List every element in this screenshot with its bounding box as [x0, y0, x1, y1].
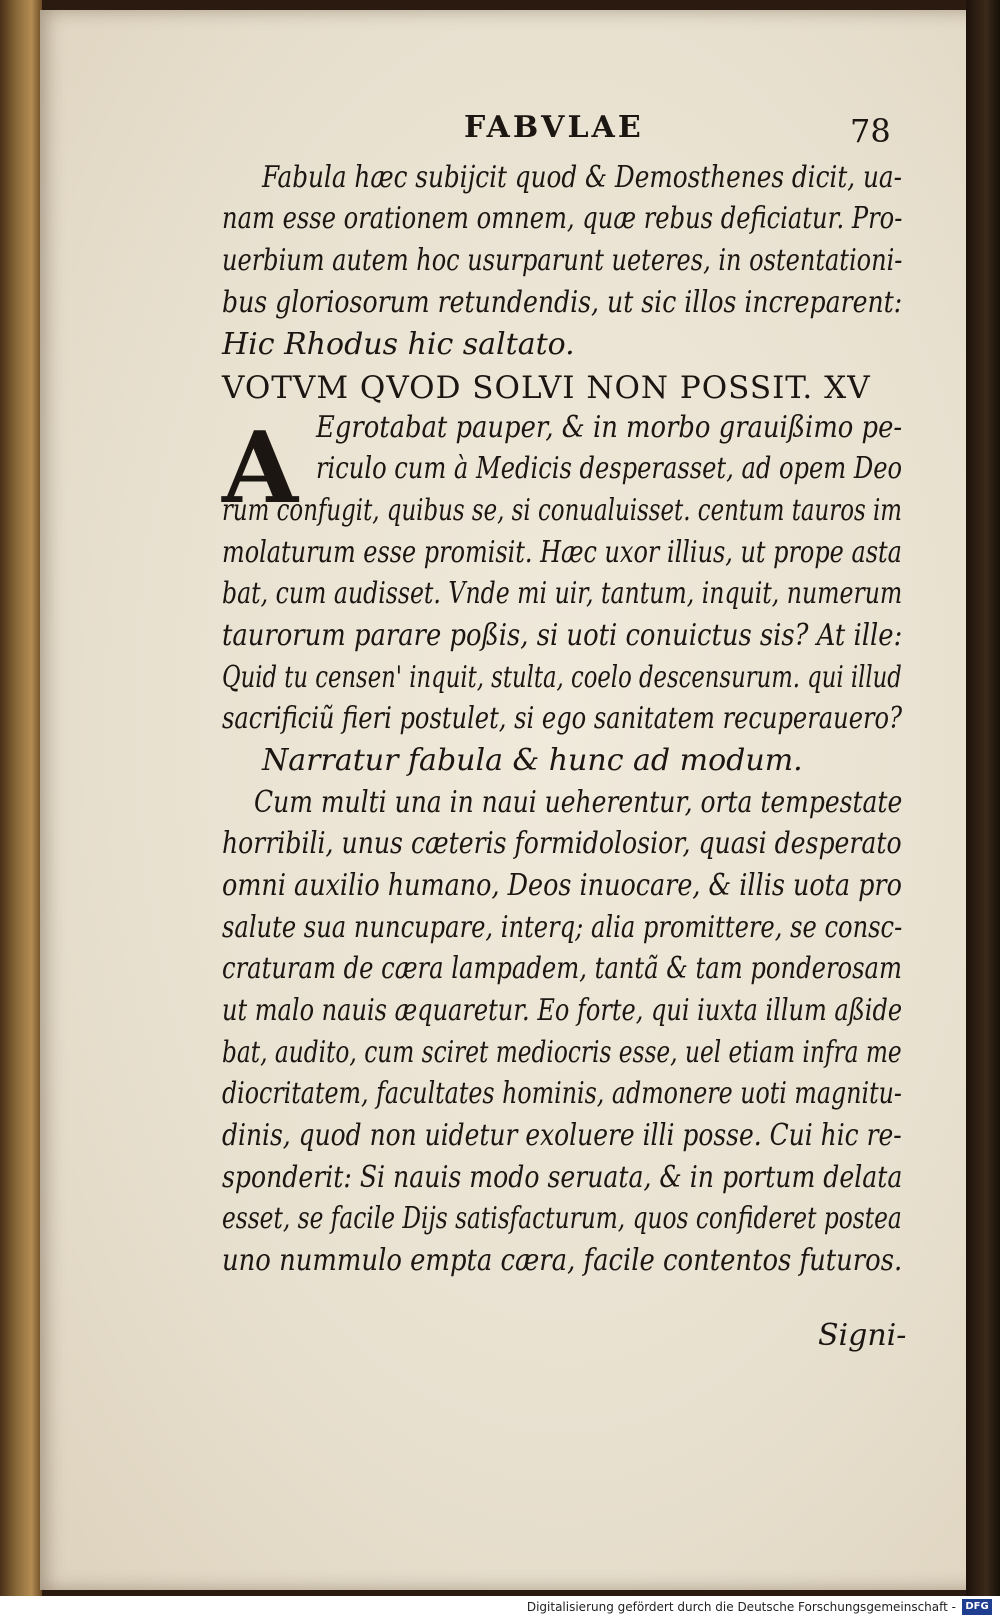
page-edge [966, 0, 1000, 1620]
fable-line: ut malo nauis æquaretur. Eo forte, qui iuxta illum aßide [222, 993, 903, 1028]
fable-line: omni auxilio humano, Deos inuocare, & illis uota pro [222, 868, 902, 903]
fable-line: taurorum parare poßis, si uoti conuictus sis? At ille: [222, 618, 903, 653]
footer-bar [0, 1596, 1000, 1620]
fable-line: rum confugit, quibus se, si conualuisset. centum tauros im [222, 493, 902, 528]
fable-line: uno nummulo empta cæra, facile contentos futuros. [222, 1243, 903, 1278]
fable-line: Egrotabat pauper, & in morbo grauißimo pe- [316, 410, 903, 445]
intro-line: Hic Rhodus hic saltato. [222, 327, 575, 362]
fable-line: bat, cum audisset. Vnde mi uir, tantum, inquit, numerum [222, 576, 903, 611]
catchword: Signi- [818, 1318, 907, 1353]
dfg-logo: DFG [962, 1599, 992, 1615]
intro-line: uerbium autem hoc usurparunt ueteres, in ostentationi- [222, 243, 903, 278]
fable-line: diocritatem, facultates hominis, admonere uoti magnitu- [222, 1076, 902, 1111]
intro-line: bus gloriosorum retundendis, ut sic illos increparent: [222, 285, 903, 320]
running-title: FABVLAE [464, 110, 644, 145]
fable-line: bat, audito, cum sciret mediocris esse, uel etiam infra me [222, 1035, 902, 1070]
fable-line: riculo cum à Medicis desperasset, ad opem Deo [316, 451, 903, 486]
fable-line: Cum multi una in naui ueherentur, orta tempestate [254, 785, 903, 820]
fable-line: dinis, quod non uidetur exoluere illi posse. Cui hic re- [222, 1118, 902, 1153]
fable-line: Narratur fabula & hunc ad modum. [262, 743, 803, 778]
intro-line: nam esse orationem omnem, quæ rebus deficiatur. Pro- [222, 201, 903, 236]
fable-line: sacrificiũ fieri postulet, si ego sanitatem recuperauero? [222, 701, 903, 736]
funding-credit: Digitalisierung gefördert durch die Deutsche Forschungsgemeinschaft - [526, 1600, 956, 1614]
fable-line: salute sua nuncupare, interq; alia promittere, se consc- [222, 910, 903, 945]
book-spine [0, 0, 42, 1620]
fable-heading: VOTVM QVOD SOLVI NON POSSIT. XV [222, 370, 871, 406]
page-number: 78 [850, 112, 891, 150]
fable-line: molaturum esse promisit. Hæc uxor illius, ut prope asta [222, 535, 902, 570]
page-header [222, 110, 912, 150]
intro-line: Fabula hæc subijcit quod & Demosthenes dicit, ua- [262, 160, 902, 195]
fable-line: esset, se facile Dijs satisfacturum, quos confideret postea [222, 1201, 902, 1236]
drop-cap: A [222, 411, 299, 526]
fable-line: Quid tu censen' inquit, stulta, coelo descensurum. qui illud [222, 660, 902, 695]
fable-line: sponderit: Si nauis modo seruata, & in portum delata [222, 1160, 903, 1195]
fable-line: horribili, unus cæteris formidolosior, quasi desperato [222, 826, 902, 861]
fable-line: craturam de cæra lampadem, tantã & tam ponderosam [222, 951, 902, 986]
